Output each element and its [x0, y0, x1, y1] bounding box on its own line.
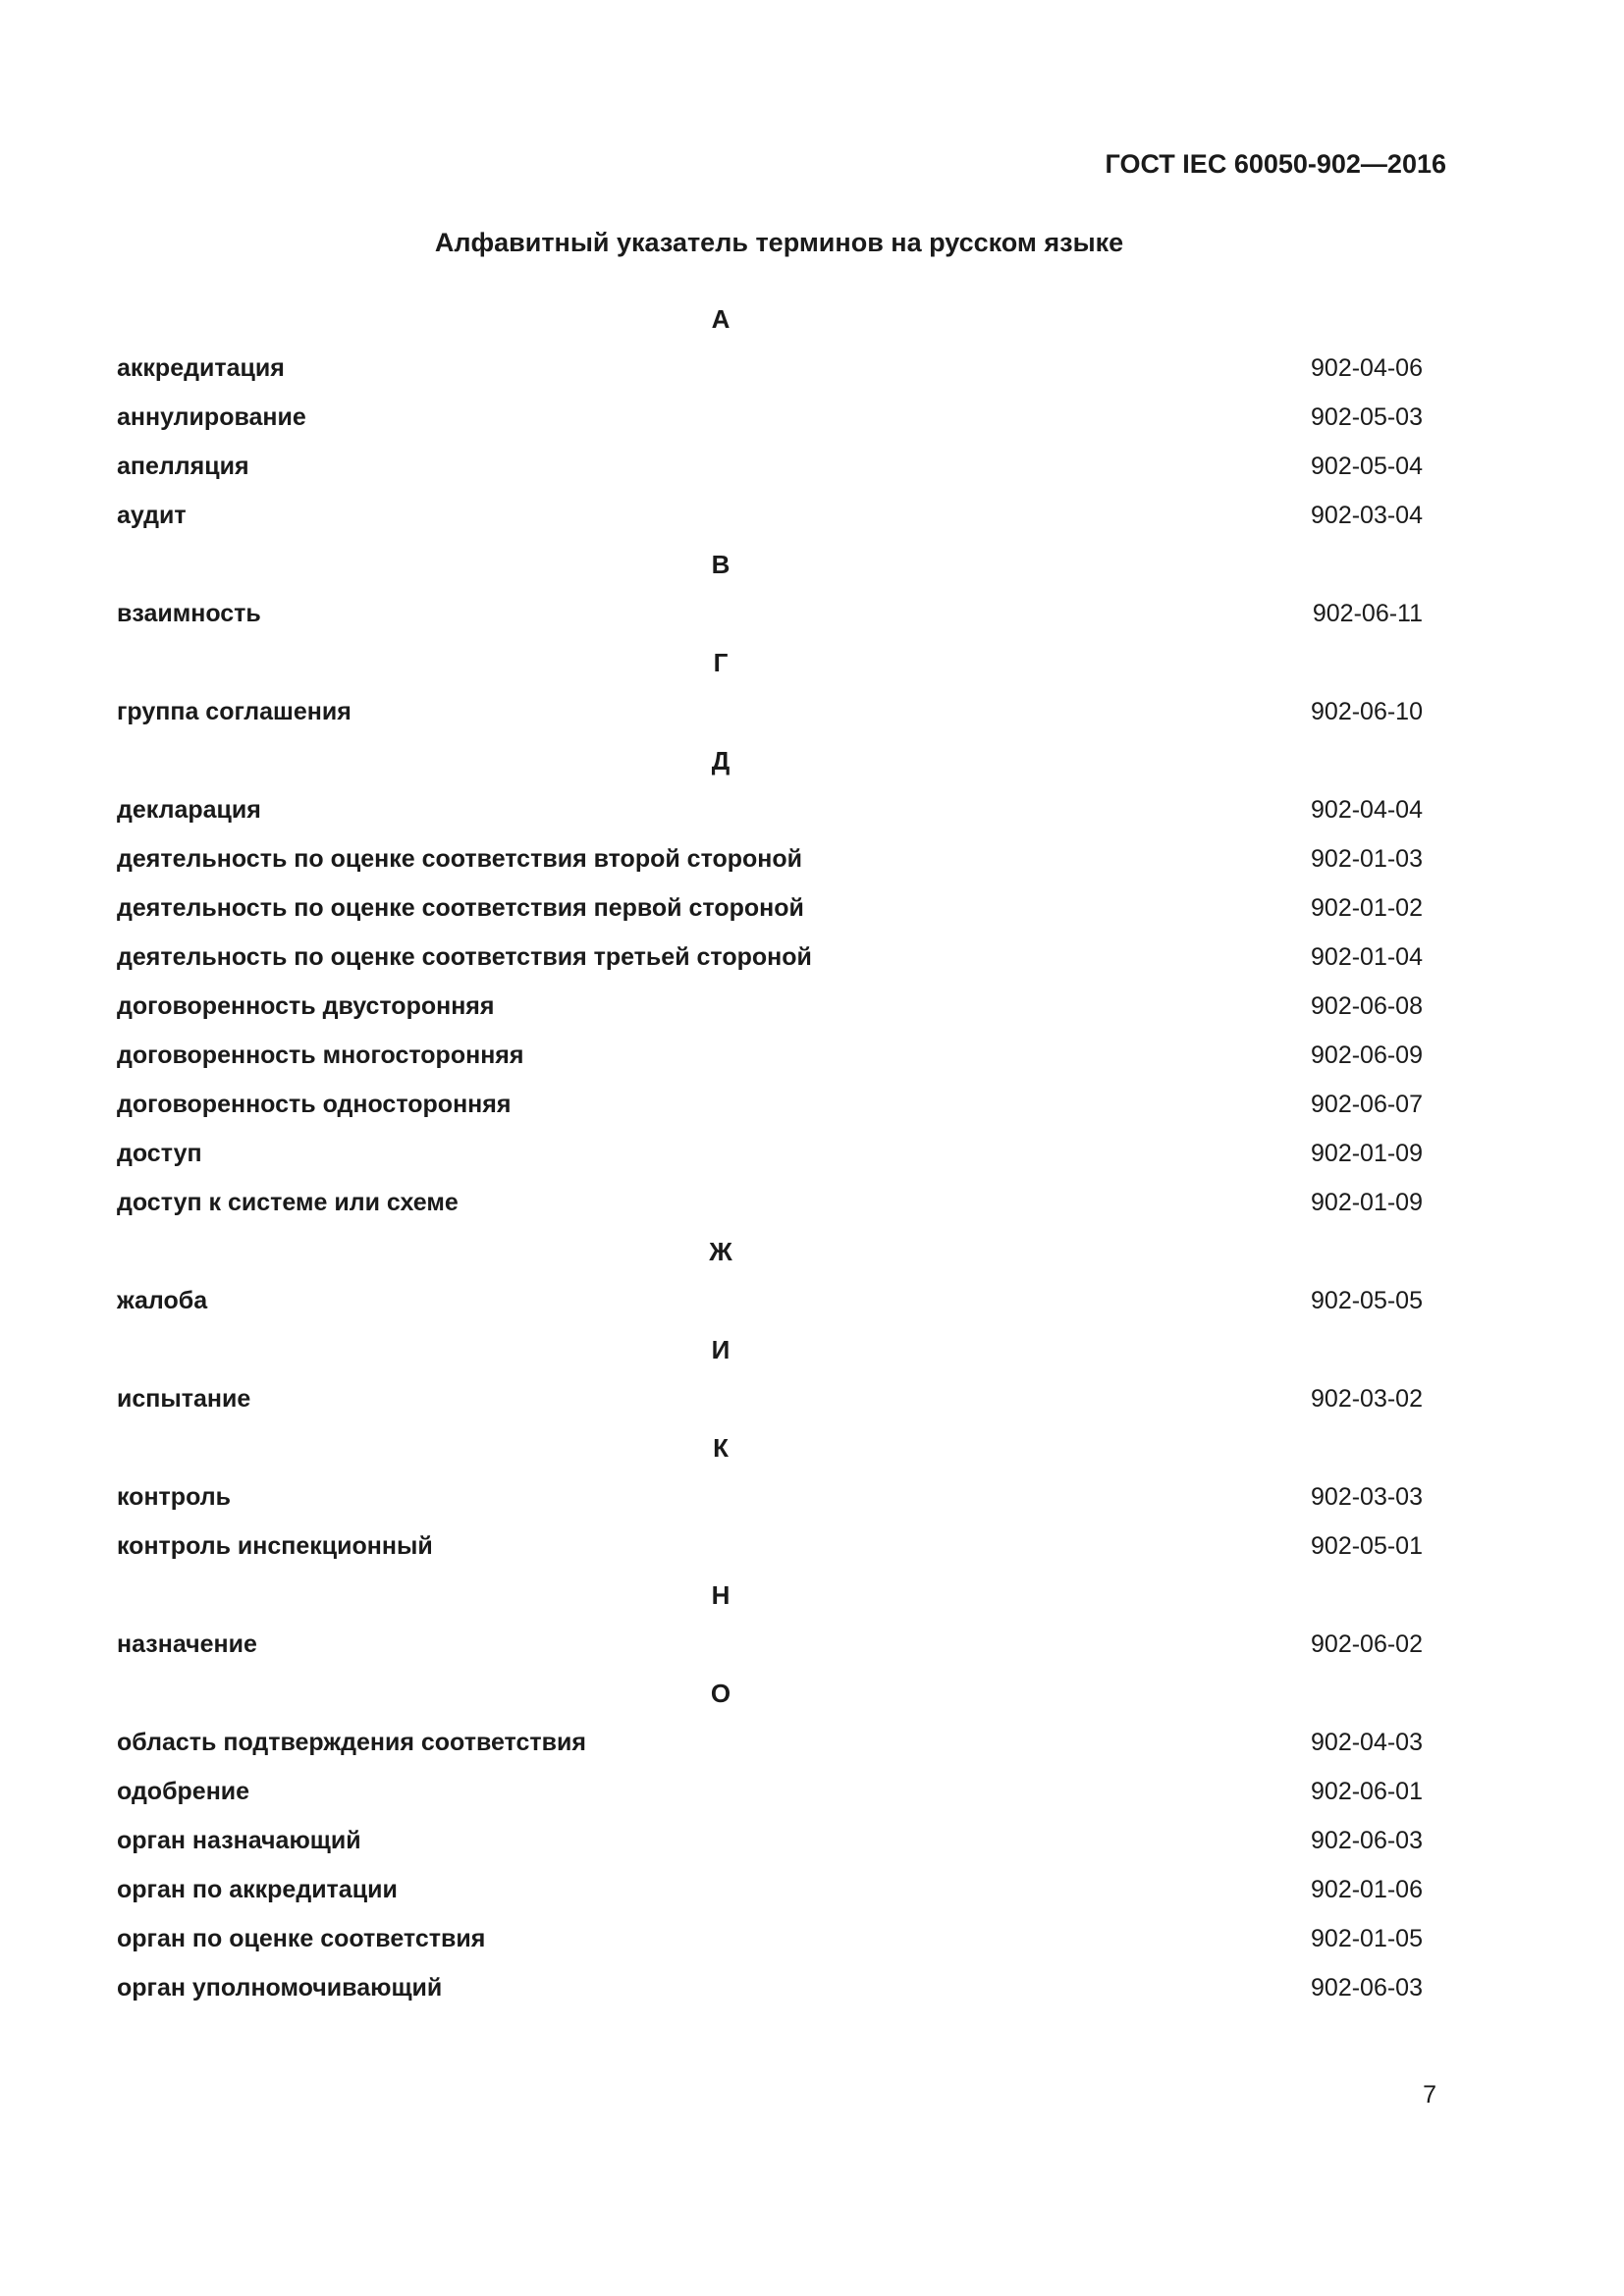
index-entry	[117, 785, 1423, 834]
index-letter-heading: Н	[711, 1580, 731, 1610]
index-term: договоренность двусторонняя	[117, 992, 495, 1020]
index-letter-heading: И	[711, 1335, 731, 1364]
index-term: орган по оценке соответствия	[117, 1925, 486, 1952]
document-code: ГОСТ IEC 60050-902—2016	[1105, 149, 1446, 179]
index-term: испытание	[117, 1385, 251, 1413]
index-term: апелляция	[117, 453, 249, 480]
index-term: доступ к системе или схеме	[117, 1189, 459, 1216]
index-term-code: 902-05-01	[1311, 1532, 1423, 1560]
index-term: аккредитация	[117, 354, 285, 382]
index-term: декларация	[117, 796, 261, 824]
index-entry	[117, 1276, 1423, 1325]
index-entry	[117, 393, 1423, 442]
index-entry	[117, 589, 1423, 638]
index-term-code: 902-01-02	[1311, 894, 1423, 922]
index-entry	[117, 834, 1423, 883]
index-term-code: 902-01-06	[1311, 1876, 1423, 1903]
index-term: группа соглашения	[117, 698, 352, 725]
index-term: договоренность многосторонняя	[117, 1041, 524, 1069]
index-letter-heading: К	[713, 1433, 729, 1463]
index-term: деятельность по оценке соответствия первой стороной	[117, 894, 804, 922]
index-term-code: 902-06-01	[1311, 1778, 1423, 1805]
index-entry	[117, 883, 1423, 933]
index-entry	[117, 442, 1423, 491]
index-term-code: 902-03-04	[1311, 502, 1423, 529]
index-entry	[117, 1914, 1423, 1963]
index-entry	[117, 1178, 1423, 1227]
index-term-code: 902-03-03	[1311, 1483, 1423, 1511]
index-entry	[117, 1816, 1423, 1865]
index-entry	[117, 344, 1423, 393]
index-entry	[117, 1718, 1423, 1767]
index-entry	[117, 982, 1423, 1031]
index-term: контроль	[117, 1483, 231, 1511]
index-term-code: 902-04-03	[1311, 1729, 1423, 1756]
index-term-code: 902-04-06	[1311, 354, 1423, 382]
index-term-code: 902-04-04	[1311, 796, 1423, 824]
index-term-code: 902-06-09	[1311, 1041, 1423, 1069]
index-term-code: 902-05-03	[1311, 403, 1423, 431]
index-term-code: 902-01-09	[1311, 1140, 1423, 1167]
index-entry	[117, 1865, 1423, 1914]
index-term-code: 902-01-03	[1311, 845, 1423, 873]
alphabetical-index	[117, 294, 1423, 2012]
index-term: орган уполномочивающий	[117, 1974, 443, 2002]
index-term: деятельность по оценке соответствия третьей стороной	[117, 943, 812, 971]
index-entry	[117, 1374, 1423, 1423]
index-term: одобрение	[117, 1778, 250, 1805]
index-term-code: 902-01-04	[1311, 943, 1423, 971]
index-term: договоренность односторонняя	[117, 1091, 512, 1118]
index-entry	[117, 1472, 1423, 1522]
index-entry	[117, 933, 1423, 982]
index-term-code: 902-06-10	[1311, 698, 1423, 725]
index-entry	[117, 687, 1423, 736]
index-letter-heading: Ж	[709, 1237, 732, 1266]
index-term: взаимность	[117, 600, 261, 627]
index-letter-heading: В	[711, 550, 731, 579]
index-term-code: 902-01-09	[1311, 1189, 1423, 1216]
index-term: назначение	[117, 1630, 257, 1658]
index-entry	[117, 1129, 1423, 1178]
index-term: область подтверждения соответствия	[117, 1729, 586, 1756]
index-term: аудит	[117, 502, 187, 529]
index-term: деятельность по оценке соответствия второй стороной	[117, 845, 803, 873]
index-entry	[117, 1963, 1423, 2012]
index-letter-heading: О	[710, 1679, 731, 1708]
index-term-code: 902-05-05	[1311, 1287, 1423, 1314]
index-entry	[117, 491, 1423, 540]
index-term-code: 902-06-03	[1311, 1827, 1423, 1854]
index-entry	[117, 1620, 1423, 1669]
index-term-code: 902-06-07	[1311, 1091, 1423, 1118]
page-title: Алфавитный указатель терминов на русском языке	[434, 228, 1124, 257]
index-term-code: 902-06-03	[1311, 1974, 1423, 2002]
index-entry	[117, 1031, 1423, 1080]
index-term-code: 902-05-04	[1311, 453, 1423, 480]
index-term: орган назначающий	[117, 1827, 361, 1854]
page-number: 7	[1423, 2081, 1436, 2109]
index-entry	[117, 1080, 1423, 1129]
index-letter-heading: А	[711, 304, 731, 334]
index-term: контроль инспекционный	[117, 1532, 433, 1560]
index-term: доступ	[117, 1140, 202, 1167]
index-term-code: 902-01-05	[1311, 1925, 1423, 1952]
index-term: орган по аккредитации	[117, 1876, 398, 1903]
index-term: аннулирование	[117, 403, 306, 431]
index-entry	[117, 1522, 1423, 1571]
index-letter-heading: Д	[711, 746, 731, 775]
index-term-code: 902-06-11	[1312, 600, 1423, 627]
index-term-code: 902-03-02	[1311, 1385, 1423, 1413]
index-term-code: 902-06-08	[1311, 992, 1423, 1020]
index-letter-heading: Г	[713, 648, 729, 677]
index-term-code: 902-06-02	[1311, 1630, 1423, 1658]
index-entry	[117, 1767, 1423, 1816]
index-term: жалоба	[117, 1287, 208, 1314]
